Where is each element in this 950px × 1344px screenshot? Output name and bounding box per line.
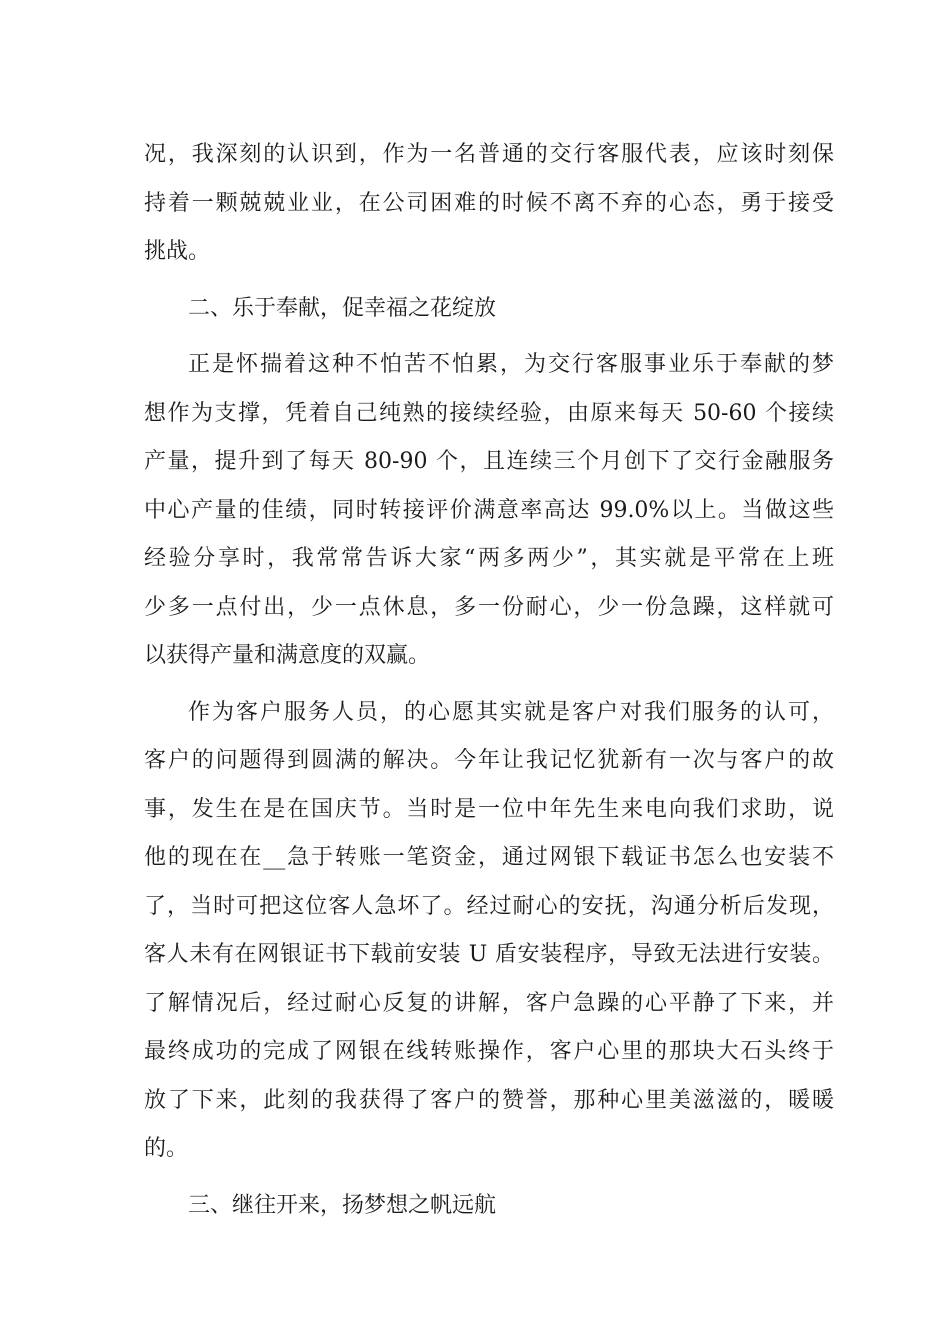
text-line: 挑战。: [144, 239, 211, 264]
text-line: 正是怀揣着这种不怕苦不怕累，为交行客服事业乐于奉献的梦: [188, 352, 834, 377]
text-line: 了解情况后，经过耐心反复的讲解，客户急躁的心平静了下来，并: [144, 990, 834, 1016]
text-line: 最终成功的完成了网银在线转账操作，客户心里的那块大石头终于: [144, 1039, 834, 1064]
text-line: 中心产量的佳绩，同时转接评价满意率高达 99.0%以上。当做这些: [144, 497, 834, 523]
text-line: 产量，提升到了每天 80-90 个，且连续三个月创下了交行金融服务: [144, 449, 834, 474]
text-line: 想作为支撑，凭着自己纯熟的接续经验，由原来每天 50-60 个接续: [144, 400, 834, 426]
text-line: 客人未有在网银证书下载前安装 U 盾安装程序，导致无法进行安装。: [144, 942, 834, 967]
spacer: [144, 1174, 834, 1182]
text-line: 放了下来，此刻的我获得了客户的赞誉，那种心里美滋滋的，暖暖: [144, 1087, 834, 1113]
paragraph: [144, 341, 834, 681]
text-line: 经验分享时，我常常告诉大家“两多两少”，其实就是平常在上班: [144, 546, 834, 571]
spacer: [144, 333, 834, 341]
spacer: [144, 277, 834, 285]
text-line: 他的现在在__急于转账一笔资金，通过网银下载证书怎么也安装不: [144, 845, 834, 870]
text-line: 作为客户服务人员，的心愿其实就是客户对我们服务的认可，: [188, 699, 834, 725]
text-line: 持着一颗兢兢业业，在公司困难的时候不离不弃的心态，勇于接受: [144, 190, 834, 216]
text-line: 了，当时可把这位客人急坏了。经过耐心的安抚，沟通分析后发现，: [144, 893, 834, 919]
text-line: 的。: [144, 1136, 189, 1161]
paragraph: [144, 689, 834, 1174]
text-line: 以获得产量和满意度的双赢。: [144, 643, 431, 668]
text-line: 客户的问题得到圆满的解决。今年让我记忆犹新有一次与客户的故: [144, 748, 834, 773]
section-heading: 二、乐于奉献，促幸福之花绽放: [188, 295, 497, 321]
text-line: 事，发生在是在国庆节。当时是一位中年先生来电向我们求助，说: [144, 796, 834, 822]
document-body: [144, 131, 834, 1230]
spacer: [144, 681, 834, 689]
text-line: 少多一点付出，少一点休息，多一份耐心，少一份急躁，这样就可: [144, 594, 834, 620]
text-line: 况，我深刻的认识到，作为一名普通的交行客服代表，应该时刻保: [144, 142, 834, 167]
section-heading: 三、继往开来，扬梦想之帆远航: [188, 1192, 497, 1218]
paragraph: [144, 131, 834, 277]
